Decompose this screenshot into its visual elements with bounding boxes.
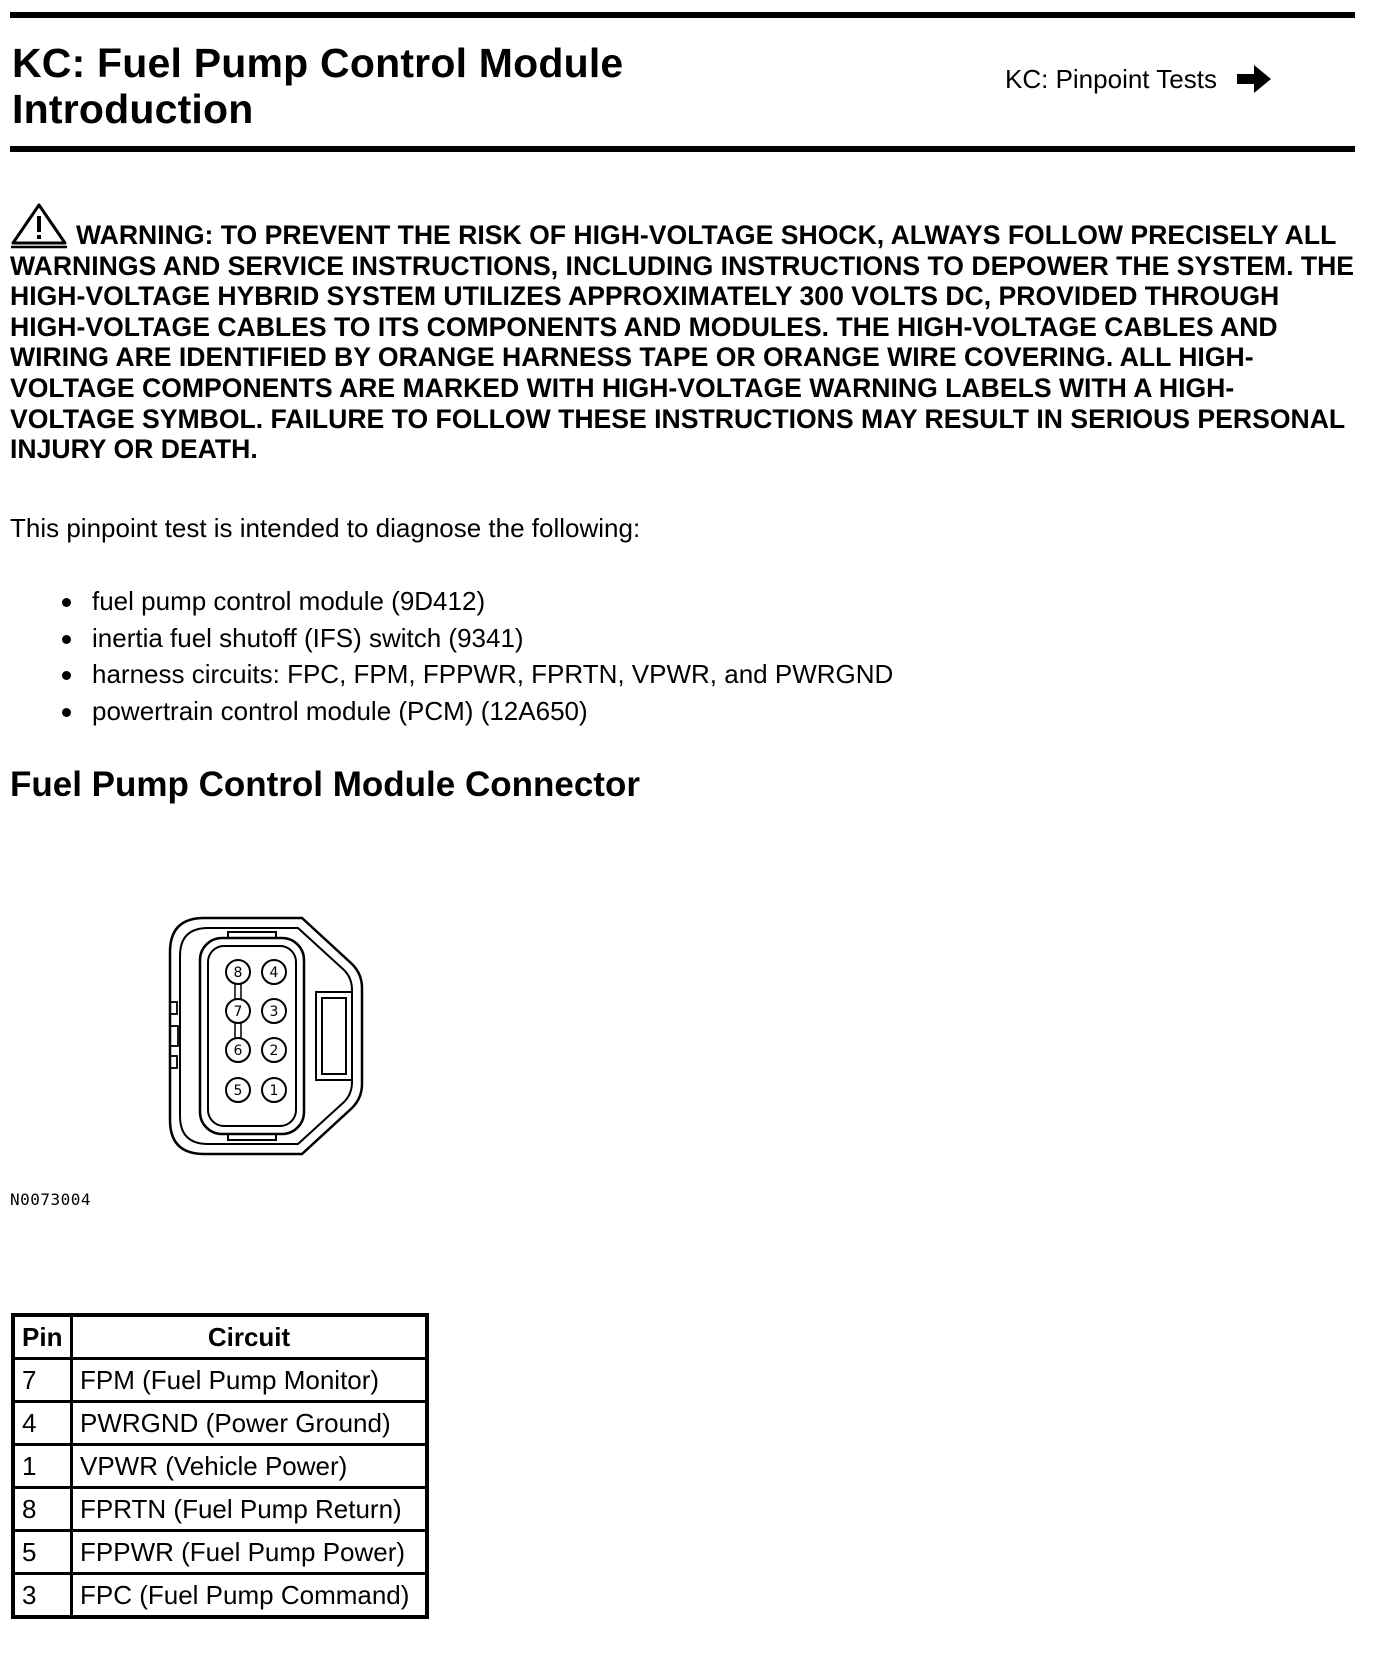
- circuit-cell: VPWR (Vehicle Power): [72, 1445, 428, 1488]
- pin-table: [11, 1313, 429, 1619]
- pin-cell: 1: [13, 1445, 72, 1488]
- pin-label-4: 4: [269, 965, 279, 981]
- pin-label-5: 5: [233, 1083, 243, 1099]
- list-item: powertrain control module (PCM) (12A650): [60, 693, 893, 730]
- pin-label-8: 8: [233, 965, 243, 981]
- table-header-row: [13, 1315, 427, 1359]
- pin-cell: 5: [13, 1531, 72, 1574]
- list-item: harness circuits: FPC, FPM, FPPWR, FPRTN, VPWR, and PWRGND: [60, 656, 893, 693]
- connector-heading: Fuel Pump Control Module Connector: [10, 765, 640, 804]
- diagnosis-list: [60, 583, 893, 729]
- header-bottom-rule: [10, 146, 1355, 152]
- pin-cell: 3: [13, 1574, 72, 1618]
- warning-triangle-icon: [10, 202, 68, 250]
- pinpoint-tests-link-label: KC: Pinpoint Tests: [1005, 64, 1217, 94]
- pin-label-3: 3: [269, 1004, 279, 1020]
- table-row: [13, 1488, 427, 1531]
- page-title-line-1: KC: Fuel Pump Control Module: [12, 40, 624, 86]
- pin-cell: 4: [13, 1402, 72, 1445]
- warning-text: WARNING: TO PREVENT THE RISK OF HIGH-VOLTAGE SHOCK, ALWAYS FOLLOW PRECISELY ALL WARNINGS AND SERVICE INSTRUCTIONS, INCLUDING INSTRUCTIONS TO DEPOWER THE SYSTEM. THE HIGH-VOLTAGE HYBRID SYSTEM UTILIZES APPROXIMATELY 300 VOLTS DC, PROVIDED THROUGH HIGH-VOLTAGE CABLES TO ITS COMPONENTS AND MODULES. THE HIGH-VOLTAGE CABLES AND WIRING ARE IDENTIFIED BY ORANGE HARNESS TAPE OR ORANGE WIRE COVERING. ALL HIGH-VOLTAGE COMPONENTS ARE MARKED WITH HIGH-VOLTAGE WARNING LABELS WITH A HIGH-VOLTAGE SYMBOL. FAILURE TO FOLLOW THESE INSTRUCTIONS MAY RESULT IN SERIOUS PERSONAL INJURY OR DEATH.: [10, 220, 1355, 465]
- pin-label-2: 2: [269, 1043, 279, 1059]
- pin-cell: 8: [13, 1488, 72, 1531]
- page-title-line-2: Introduction: [12, 86, 254, 132]
- list-item: fuel pump control module (9D412): [60, 583, 893, 620]
- circuit-cell: FPM (Fuel Pump Monitor): [72, 1359, 428, 1402]
- right-arrow-icon: [1237, 65, 1271, 93]
- table-row: [13, 1445, 427, 1488]
- circuit-cell: PWRGND (Power Ground): [72, 1402, 428, 1445]
- pin-label-1: 1: [269, 1083, 279, 1099]
- pin-cell: 7: [13, 1359, 72, 1402]
- column-header-pin: Pin: [13, 1315, 72, 1359]
- list-item: inertia fuel shutoff (IFS) switch (9341): [60, 620, 893, 657]
- circuit-cell: FPPWR (Fuel Pump Power): [72, 1531, 428, 1574]
- table-row: [13, 1574, 427, 1618]
- header-top-rule: [10, 12, 1355, 18]
- table-row: [13, 1402, 427, 1445]
- figure-id: N0073004: [10, 1190, 92, 1209]
- intro-text: This pinpoint test is intended to diagnose the following:: [10, 513, 641, 543]
- column-header-circuit: Circuit: [72, 1315, 428, 1359]
- table-row: [13, 1359, 427, 1402]
- pin-label-7: 7: [233, 1004, 243, 1020]
- pinpoint-tests-link[interactable]: [1005, 64, 1271, 94]
- table-row: [13, 1531, 427, 1574]
- pin-label-6: 6: [233, 1043, 243, 1059]
- circuit-cell: FPC (Fuel Pump Command): [72, 1574, 428, 1618]
- connector-diagram: [166, 914, 384, 1158]
- page-title: [12, 40, 623, 132]
- high-voltage-warning: [10, 202, 1355, 465]
- circuit-cell: FPRTN (Fuel Pump Return): [72, 1488, 428, 1531]
